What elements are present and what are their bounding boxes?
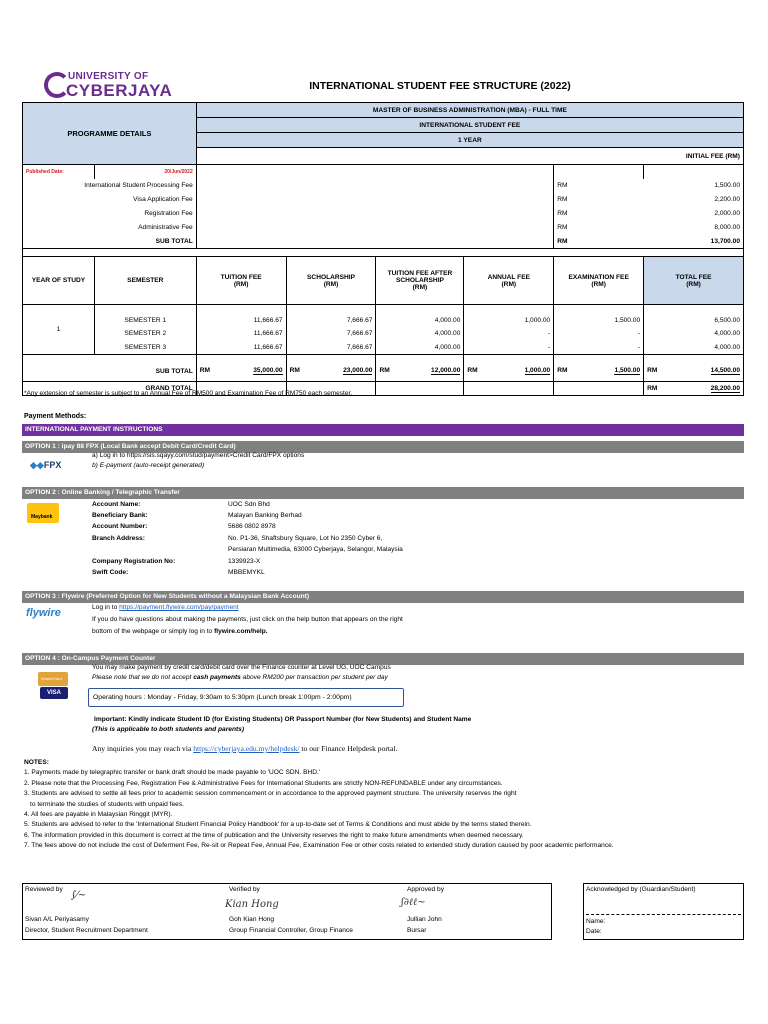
verified-title: Group Financial Controller, Group Finance <box>229 927 353 934</box>
initial-fee-row: Registration Fee RM 2,000.00 <box>23 207 744 221</box>
applicable-note: (This is applicable to both students and parents) <box>92 726 245 733</box>
note-item: 3. Students are advised to settle all fees prior to academic session commencement or in accordance to the approved payment structure. The university reserves the right <box>24 790 517 798</box>
option-1-bar: OPTION 1 : ipay 88 FPX (Local Bank accept Debit Card/Credit Card) <box>22 441 744 453</box>
logo-line-1: UNIVERSITY OF <box>68 71 149 82</box>
option-4-line-2: Please note that we do not accept cash payments above RM200 per transaction per student per day <box>92 674 388 681</box>
initial-fee-row: International Student Processing Fee RM 1,500.00 <box>23 179 744 193</box>
notes-section <box>24 758 744 852</box>
option-4-line-1: You may make payment by credit card/debit card over the Finance counter at Level UG, UOC Campus <box>92 664 391 671</box>
option-1-step-b: b) E-payment (auto-receipt generated) <box>92 462 205 469</box>
approved-label: Approved by <box>407 886 445 893</box>
note-item: 1. Payments made by telegraphic transfer or bank draft should be made payable to 'UOC SDN. BHD.' <box>24 769 321 777</box>
important-note: Important: Kindly indicate Student ID (for Existing Students) OR Passport Number (for New Students) and Student Name <box>94 716 472 723</box>
option-1-step-a: a) Log in to https://sis.sqayy.com/stud/payment>Credit Card/FPX options <box>92 452 305 459</box>
fee-type: INTERNATIONAL STUDENT FEE <box>196 118 743 133</box>
option-2-bar: OPTION 2 : Online Banking / Telegraphic Transfer <box>22 487 744 499</box>
account-number: 5686 0802 8978 <box>228 523 276 530</box>
semester-row: SEMESTER 2 11,666.67 7,666.67 4,000.00 - - 4,000.00 <box>23 327 744 341</box>
payment-instructions-bar: INTERNATIONAL PAYMENT INSTRUCTIONS <box>22 424 744 436</box>
option-3-bar: OPTION 3 : Flywire (Preferred Option for New Students without a Malaysian Bank Account) <box>22 591 744 603</box>
note-item: 2. Please note that the Processing Fee, Registration Fee & Administrative Fees for International Students are strictly NON-REFUNDABLE under any circumstances. <box>24 779 503 787</box>
semester-row: SEMESTER 3 11,666.67 7,666.67 4,000.00 - - 4,000.00 <box>23 341 744 355</box>
reviewed-name: Sivan A/L Periyasamy <box>25 916 89 923</box>
option-3-line-1: Log in to https://payment.flywire.com/pay/payment <box>92 604 239 611</box>
note-item: 7. The fees above do not include the cost of Deferment Fee, Re-sit or Repeat Fee, Annual Fee, Examination Fee or other costs related to extended study duration caused by poor academic performance. <box>24 842 614 850</box>
reviewed-title: Director, Student Recruitment Department <box>25 927 148 934</box>
ack-label: Acknowledged by (Guardian/Student) <box>586 886 696 893</box>
branch-address-2: Persiaran Multimedia, 63000 Cyberjaya, Selangor, Malaysia <box>228 546 403 553</box>
verified-name: Goh Kian Hong <box>229 916 275 923</box>
signature-box <box>22 883 552 940</box>
card-logos <box>38 672 68 700</box>
published-label: Published Date: <box>23 165 95 179</box>
published-date: 20/Jun/2022 <box>94 165 196 179</box>
programme-duration: 1 YEAR <box>196 133 743 148</box>
extension-note: *Any extension of semester is subject to an Annual Fee of RM500 and Examination Fee of RM750 each semester. <box>24 390 353 397</box>
fee-structure-table <box>22 102 744 396</box>
maybank-logo-icon: Maybank <box>27 503 59 523</box>
grand-total-row: GRAND TOTAL RM 28,200.00 <box>23 382 744 396</box>
fpx-logo-icon: ◆◆FPX <box>30 460 62 470</box>
initial-subtotal-row: SUB TOTAL RM 13,700.00 <box>23 235 744 249</box>
approved-signature-icon: ʃ∂ℓℓ~ <box>401 897 426 908</box>
ack-date-label: Date: <box>586 928 602 935</box>
visa-icon: VISA <box>40 687 68 699</box>
option-3-line-3: bottom of the webpage or simply log in to flywire.com/help. <box>92 628 268 635</box>
flywire-payment-link[interactable]: https://payment.flywire.com/pay/payment <box>119 604 239 611</box>
initial-fee-header: INITIAL FEE (RM) <box>196 148 743 165</box>
note-item: 4. All fees are payable in Malaysian Ringgit (MYR). <box>24 811 173 819</box>
account-name: UOC Sdn Bhd <box>228 501 270 508</box>
logo-line-2: CYBERJAYA <box>66 81 173 100</box>
note-item: to terminate the studies of students with unpaid fees. <box>30 800 184 808</box>
acknowledgement-box <box>583 883 744 940</box>
option-4-bar: OPTION 4 : On-Campus Payment Counter <box>22 653 744 665</box>
operating-hours-box: Operating hours : Monday - Friday, 9:30am to 5:30pm (Lunch break 1:00pm - 2:00pm) <box>88 688 404 707</box>
helpdesk-link[interactable]: https://cyberjaya.edu.my/helpdesk/ <box>193 744 300 753</box>
subtotal-row: SUB TOTAL RM 35,000.00 RM 23,000.00 RM 12,000.00 RM 1,000.00 RM 1,500.00 RM 14,500.00 <box>23 355 744 382</box>
reviewed-signature-icon: ∫⁄~ <box>71 890 87 901</box>
initial-fee-row: Administrative Fee RM 8,000.00 <box>23 221 744 235</box>
inquiry-line: Any inquiries you may reach via https://cyberjaya.edu.my/helpdesk/ to our Finance Helpdesk portal. <box>92 744 398 753</box>
flywire-logo-icon: flywire <box>26 607 61 619</box>
mastercard-icon: MasterCard <box>38 672 68 686</box>
reviewed-label: Reviewed by <box>25 886 63 893</box>
option-3-line-2: If you do have questions about making the payments, just click on the help button that appears on the right <box>92 616 403 623</box>
programme-details-label: PROGRAMME DETAILS <box>23 103 197 165</box>
notes-title: NOTES: <box>24 759 49 766</box>
initial-fee-row: Visa Application Fee RM 2,200.00 <box>23 193 744 207</box>
approved-title: Bursar <box>407 927 427 934</box>
ack-name-label: Name: <box>586 918 606 925</box>
note-item: 5. Students are advised to refer to the 'International Student Financial Policy Handbook' for a up-to-date set of Terms & Conditions and must abide by the terms stated therein. <box>24 821 532 829</box>
verified-signature: Kian Hong <box>225 899 279 910</box>
approved-name: Jullian John <box>407 916 442 923</box>
beneficiary-bank: Malayan Banking Berhad <box>228 512 302 519</box>
company-registration: 1339923-X <box>228 558 261 565</box>
year-of-study: 1 <box>23 305 95 355</box>
semester-header-row: YEAR OF STUDY SEMESTER TUITION FEE (RM) SCHOLARSHIP (RM) TUITION FEE AFTER SCHOLARSHIP (RM) ANNUAL FEE (RM) EXAMINATION FEE (RM) TOTAL FEE (RM) <box>23 257 744 305</box>
document-title: INTERNATIONAL STUDENT FEE STRUCTURE (2022) <box>309 80 571 92</box>
university-logo <box>44 70 174 102</box>
payment-methods-label: Payment Methods: <box>24 413 87 420</box>
semester-row: 1 SEMESTER 1 11,666.67 7,666.67 4,000.00 1,000.00 1,500.00 6,500.00 <box>23 305 744 327</box>
note-item: 6. The information provided in this document is correct at the time of publication and the University reserves the right to make future amendments when deemed necessary. <box>24 831 524 839</box>
verified-label: Verified by <box>229 886 260 893</box>
branch-address-1: No. P1-36, Shaftsbury Square, Lot No 2350 Cyber 6, <box>228 535 383 542</box>
programme-name: MASTER OF BUSINESS ADMINISTRATION (MBA) - FULL TIME <box>196 103 743 118</box>
swift-code: MBBEMYKL <box>228 569 265 576</box>
